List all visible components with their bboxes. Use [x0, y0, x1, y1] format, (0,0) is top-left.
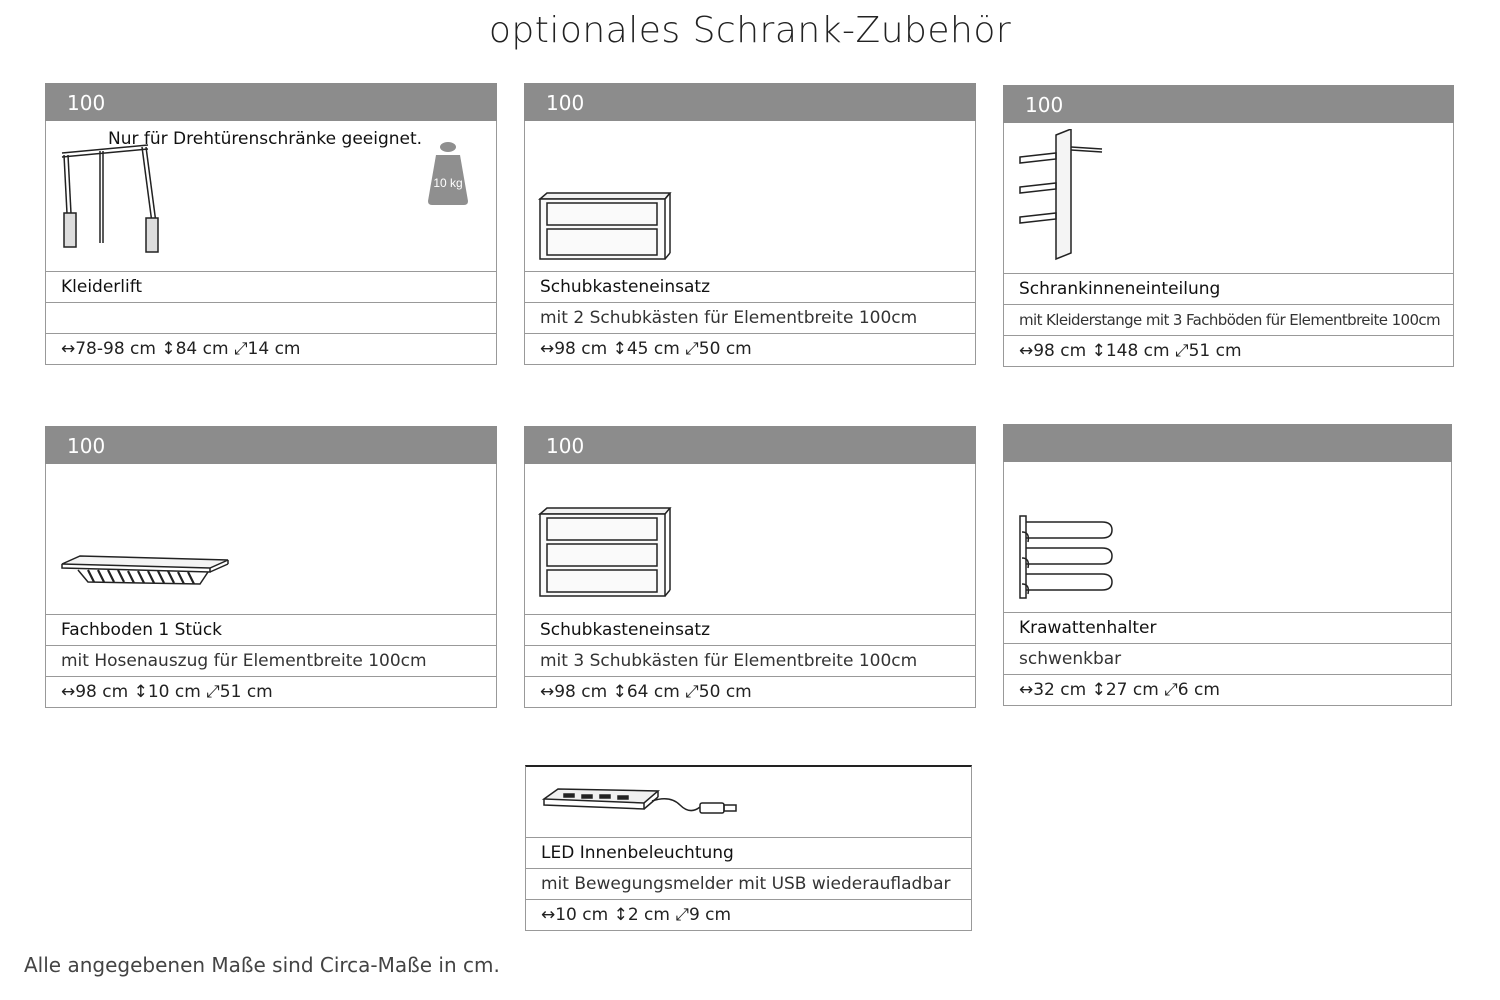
- shelf-drawing: [60, 554, 235, 594]
- product-image: [1004, 462, 1451, 613]
- card-header: 100: [1003, 85, 1454, 123]
- product-description: mit Hosenauszug für Elementbreite 100cm: [46, 646, 496, 677]
- product-card-schubkasteneinsatz-3: [524, 426, 976, 708]
- product-dimensions: ↔78-98 cm ↕84 cm ⤢14 cm: [46, 334, 496, 365]
- product-name: Fachboden 1 Stück: [46, 615, 496, 646]
- weight-icon: [426, 141, 470, 207]
- product-description: mit Bewegungsmelder mit USB wiederaufladbar: [526, 869, 971, 900]
- product-card-schubkasteneinsatz-2: [524, 83, 976, 365]
- product-image: [1004, 123, 1453, 274]
- kleiderlift-drawing: [58, 143, 168, 268]
- product-dimensions: ↔10 cm ↕2 cm ⤢9 cm: [526, 900, 971, 931]
- page-title: optionales Schrank-Zubehör: [488, 10, 1012, 51]
- product-card-kleiderlift: [45, 83, 497, 365]
- product-dimensions: ↔98 cm ↕45 cm ⤢50 cm: [525, 334, 975, 365]
- product-name: Kleiderlift: [46, 272, 496, 303]
- product-name: Schrankinneneinteilung: [1004, 274, 1453, 305]
- product-image: [525, 464, 975, 615]
- led-light-drawing: [540, 785, 745, 825]
- product-image: [525, 121, 975, 272]
- product-dimensions: ↔98 cm ↕64 cm ⤢50 cm: [525, 677, 975, 708]
- product-name: LED Innenbeleuchtung: [526, 838, 971, 869]
- card-header: [1003, 424, 1452, 462]
- product-description: [46, 303, 496, 334]
- product-image: [526, 767, 971, 838]
- product-name: Schubkasteneinsatz: [525, 615, 975, 646]
- tie-holder-drawing: [1018, 512, 1118, 607]
- product-name: Schubkasteneinsatz: [525, 272, 975, 303]
- drawer-unit-2-drawing: [535, 191, 675, 271]
- interior-divider-drawing: [1016, 129, 1126, 264]
- usage-note: Nur für Drehtürenschränke geeignet.: [108, 129, 423, 149]
- product-description: mit Kleiderstange mit 3 Fachböden für Elementbreite 100cm: [1004, 305, 1453, 336]
- product-name: Krawattenhalter: [1004, 613, 1451, 644]
- product-card-led-innenbeleuchtung: [525, 765, 972, 931]
- product-description: mit 3 Schubkästen für Elementbreite 100cm: [525, 646, 975, 677]
- product-image: [46, 464, 496, 615]
- product-description: mit 2 Schubkästen für Elementbreite 100cm: [525, 303, 975, 334]
- product-card-schrankinneneinteilung: [1003, 85, 1454, 367]
- card-header: 100: [524, 426, 976, 464]
- product-description: schwenkbar: [1004, 644, 1451, 675]
- card-header: 100: [45, 426, 497, 464]
- card-header: 100: [45, 83, 497, 121]
- footer-note: Alle angegebenen Maße sind Circa-Maße in cm.: [24, 953, 500, 977]
- weight-label: 10 kg: [433, 176, 463, 190]
- product-dimensions: ↔98 cm ↕10 cm ⤢51 cm: [46, 677, 496, 708]
- card-header: 100: [524, 83, 976, 121]
- drawer-unit-3-drawing: [535, 506, 675, 606]
- product-image: [46, 121, 496, 272]
- product-card-krawattenhalter: [1003, 424, 1452, 706]
- product-card-fachboden: [45, 426, 497, 708]
- product-dimensions: ↔98 cm ↕148 cm ⤢51 cm: [1004, 336, 1453, 367]
- product-dimensions: ↔32 cm ↕27 cm ⤢6 cm: [1004, 675, 1451, 706]
